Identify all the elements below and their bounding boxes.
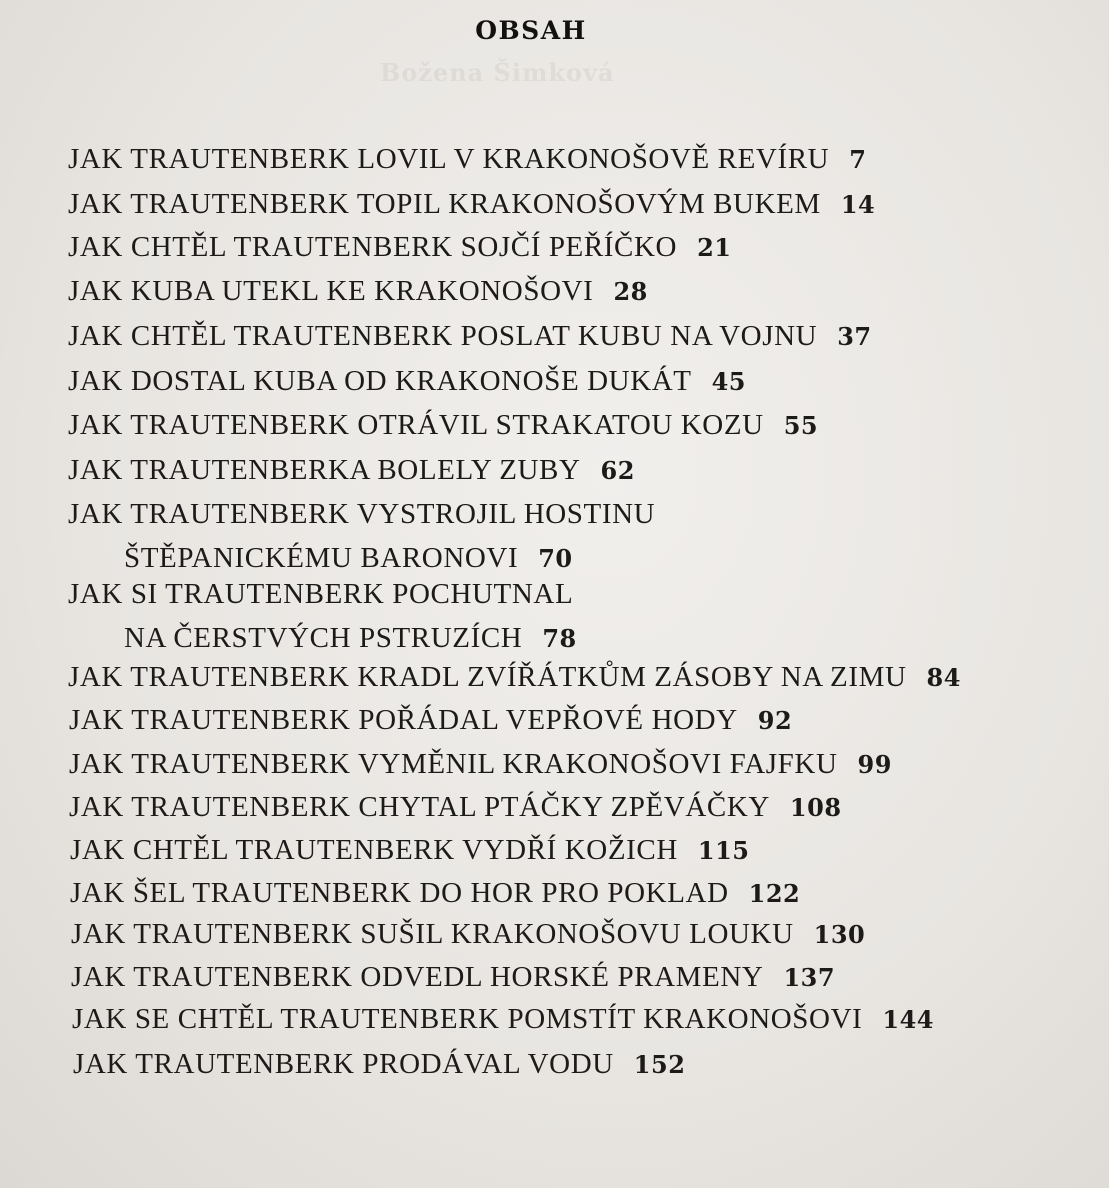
toc-entry: [68, 187, 875, 222]
toc-entry-title: JAK TRAUTENBERK KRADL ZVÍŘÁTKŮM ZÁSOBY NA ZIMU: [68, 661, 907, 693]
toc-entry-title: JAK TRAUTENBERK TOPIL KRAKONOŠOVÝM BUKEM: [68, 188, 821, 220]
page-title: OBSAH: [475, 16, 587, 45]
toc-entry: [71, 917, 865, 952]
toc-entry: [68, 660, 961, 695]
toc-entry-page: 137: [783, 963, 836, 992]
toc-entry: [69, 747, 892, 782]
toc-entry-continuation: [68, 541, 655, 576]
toc-entry: [68, 274, 648, 309]
toc-entry-title: JAK TRAUTENBERK VYMĚNIL KRAKONOŠOVI FAJFKU: [69, 748, 838, 780]
toc-entry: [68, 453, 635, 488]
toc-entry-page: 115: [697, 836, 750, 865]
toc-entry-page: 84: [926, 663, 961, 692]
toc-entry: [68, 497, 655, 576]
toc-entry-title: JAK SE CHTĚL TRAUTENBERK POMSTÍT KRAKONOŠOVI: [72, 1003, 863, 1035]
toc-entry-page: 122: [748, 879, 801, 908]
toc-entry: [73, 1047, 685, 1082]
toc-entry-title: JAK TRAUTENBERKA BOLELY ZUBY: [68, 454, 581, 486]
toc-entry-title: JAK TRAUTENBERK ODVEDL HORSKÉ PRAMENY: [71, 961, 764, 993]
toc-entry: [68, 142, 866, 177]
show-through-text: Božena Šimková: [380, 58, 615, 87]
toc-entry-page: 99: [857, 750, 892, 779]
toc-entry-page: 37: [837, 322, 872, 351]
toc-entry-title: JAK CHTĚL TRAUTENBERK VYDŘÍ KOŽICH: [70, 834, 678, 866]
toc-entry-title: JAK CHTĚL TRAUTENBERK SOJČÍ PEŘÍČKO: [68, 231, 678, 263]
toc-entry-title: JAK TRAUTENBERK CHYTAL PTÁČKY ZPĚVÁČKY: [69, 791, 770, 823]
toc-entry-title: JAK KUBA UTEKL KE KRAKONOŠOVI: [68, 275, 594, 307]
toc-entry: [68, 319, 872, 354]
toc-entry-title: JAK ŠEL TRAUTENBERK DO HOR PRO POKLAD: [70, 877, 729, 909]
toc-entry: [68, 364, 746, 399]
toc-entry-title: JAK CHTĚL TRAUTENBERK POSLAT KUBU NA VOJNU: [68, 320, 818, 352]
toc-entry: [68, 230, 732, 265]
toc-entry-title: JAK TRAUTENBERK LOVIL V KRAKONOŠOVĚ REVÍRU: [68, 143, 830, 175]
toc-entry-page: 62: [600, 456, 635, 485]
toc-entry-page: 92: [757, 706, 793, 735]
toc-entry-title: JAK TRAUTENBERK PRODÁVAL VODU: [73, 1048, 614, 1080]
toc-entry: [68, 408, 818, 443]
toc-entry-page: 70: [538, 544, 573, 573]
toc-entry-page: 78: [542, 624, 577, 653]
toc-entry-page: 55: [783, 411, 819, 440]
toc-entry-page: 130: [813, 920, 866, 949]
toc-entry-page: 14: [840, 190, 876, 219]
toc-entry-title: JAK TRAUTENBERK VYSTROJIL HOSTINU: [68, 498, 656, 530]
toc-entry-title-cont: NA ČERSTVÝCH PSTRUZÍCH: [124, 622, 523, 654]
toc-entry-title: JAK SI TRAUTENBERK POCHUTNAL: [68, 578, 574, 610]
toc-entry-title: JAK DOSTAL KUBA OD KRAKONOŠE DUKÁT: [68, 365, 692, 397]
toc-entry-title: JAK TRAUTENBERK SUŠIL KRAKONOŠOVU LOUKU: [71, 918, 794, 950]
toc-entry-continuation: [68, 621, 577, 656]
toc-entry: [68, 577, 577, 656]
toc-entry: [70, 876, 800, 911]
toc-entry: [72, 1002, 934, 1037]
toc-entry-title: JAK TRAUTENBERK POŘÁDAL VEPŘOVÉ HODY: [69, 704, 738, 736]
toc-entry-title: JAK TRAUTENBERK OTRÁVIL STRAKATOU KOZU: [68, 409, 764, 441]
toc-entry-page: 28: [613, 277, 648, 306]
toc-entry-page: 21: [697, 233, 732, 262]
toc-entry-page: 144: [882, 1005, 934, 1034]
toc-entry: [70, 833, 750, 868]
toc-entry-title-cont: ŠTĚPANICKÉMU BARONOVI: [124, 542, 519, 574]
toc-entry: [71, 960, 835, 995]
toc-entry-page: 7: [849, 145, 867, 174]
toc-entry-page: 45: [711, 367, 747, 396]
toc-entry: [69, 703, 792, 738]
toc-entry-page: 108: [789, 793, 842, 822]
toc-entry: [69, 790, 842, 825]
toc-entry-page: 152: [633, 1050, 686, 1079]
